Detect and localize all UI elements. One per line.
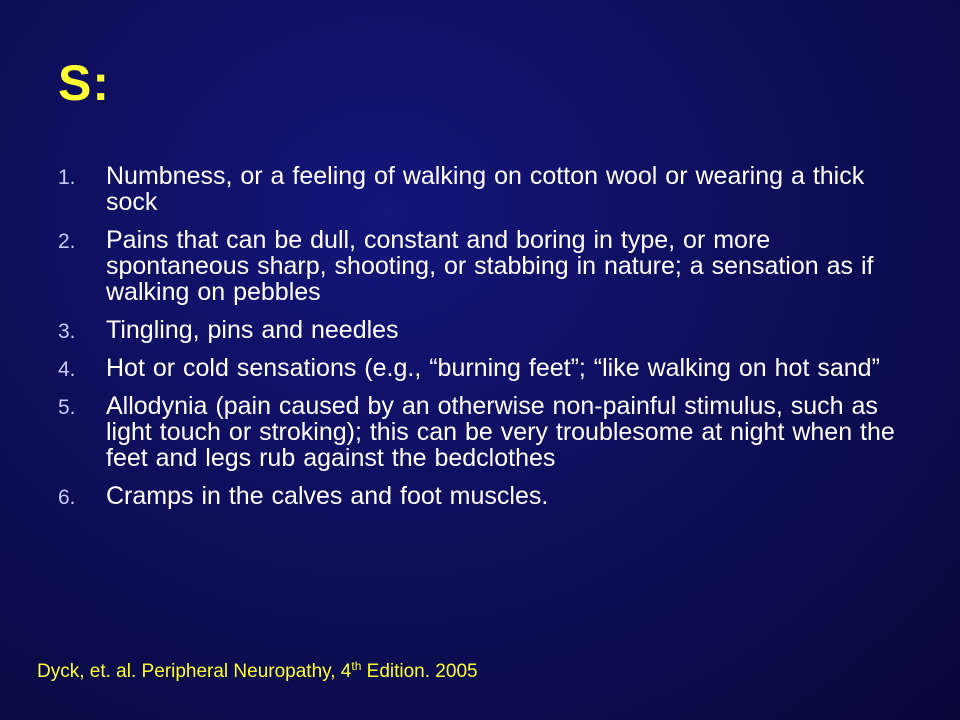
item-text: Numbness, or a feeling of walking on cotton wool or wearing a thick sock <box>106 162 865 216</box>
list-item <box>58 393 918 471</box>
item-number: 6. <box>58 486 76 509</box>
list-item <box>58 227 918 305</box>
citation-text: Dyck, et. al. Peripheral Neuropathy, 4 <box>37 661 352 682</box>
item-text: Hot or cold sensations (e.g., “burning feet”; “like walking on hot sand” <box>106 354 880 382</box>
citation <box>37 659 478 682</box>
item-number: 4. <box>58 358 76 381</box>
item-number: 2. <box>58 230 76 253</box>
item-number: 1. <box>58 166 76 189</box>
symptom-list <box>58 163 918 521</box>
list-item <box>58 317 918 343</box>
item-number: 3. <box>58 320 76 343</box>
list-item <box>58 163 918 215</box>
item-text: Cramps in the calves and foot muscles. <box>106 482 549 510</box>
slide-title: S: <box>58 55 110 111</box>
item-text: Tingling, pins and needles <box>106 316 399 344</box>
list-item <box>58 483 918 509</box>
citation-edition: Edition. 2005 <box>361 661 478 682</box>
list-item <box>58 355 918 381</box>
item-number: 5. <box>58 396 76 419</box>
item-text: Pains that can be dull, constant and boring in type, or more spontaneous sharp, shooting, or stabbing in nature; a sensation as if walking on pebbles <box>106 226 874 306</box>
item-text: Allodynia (pain caused by an otherwise non-painful stimulus, such as light touch or stroking); this can be very troublesome at night when the feet and legs rub against the bedclothes <box>106 392 895 472</box>
citation-superscript: th <box>351 659 362 673</box>
